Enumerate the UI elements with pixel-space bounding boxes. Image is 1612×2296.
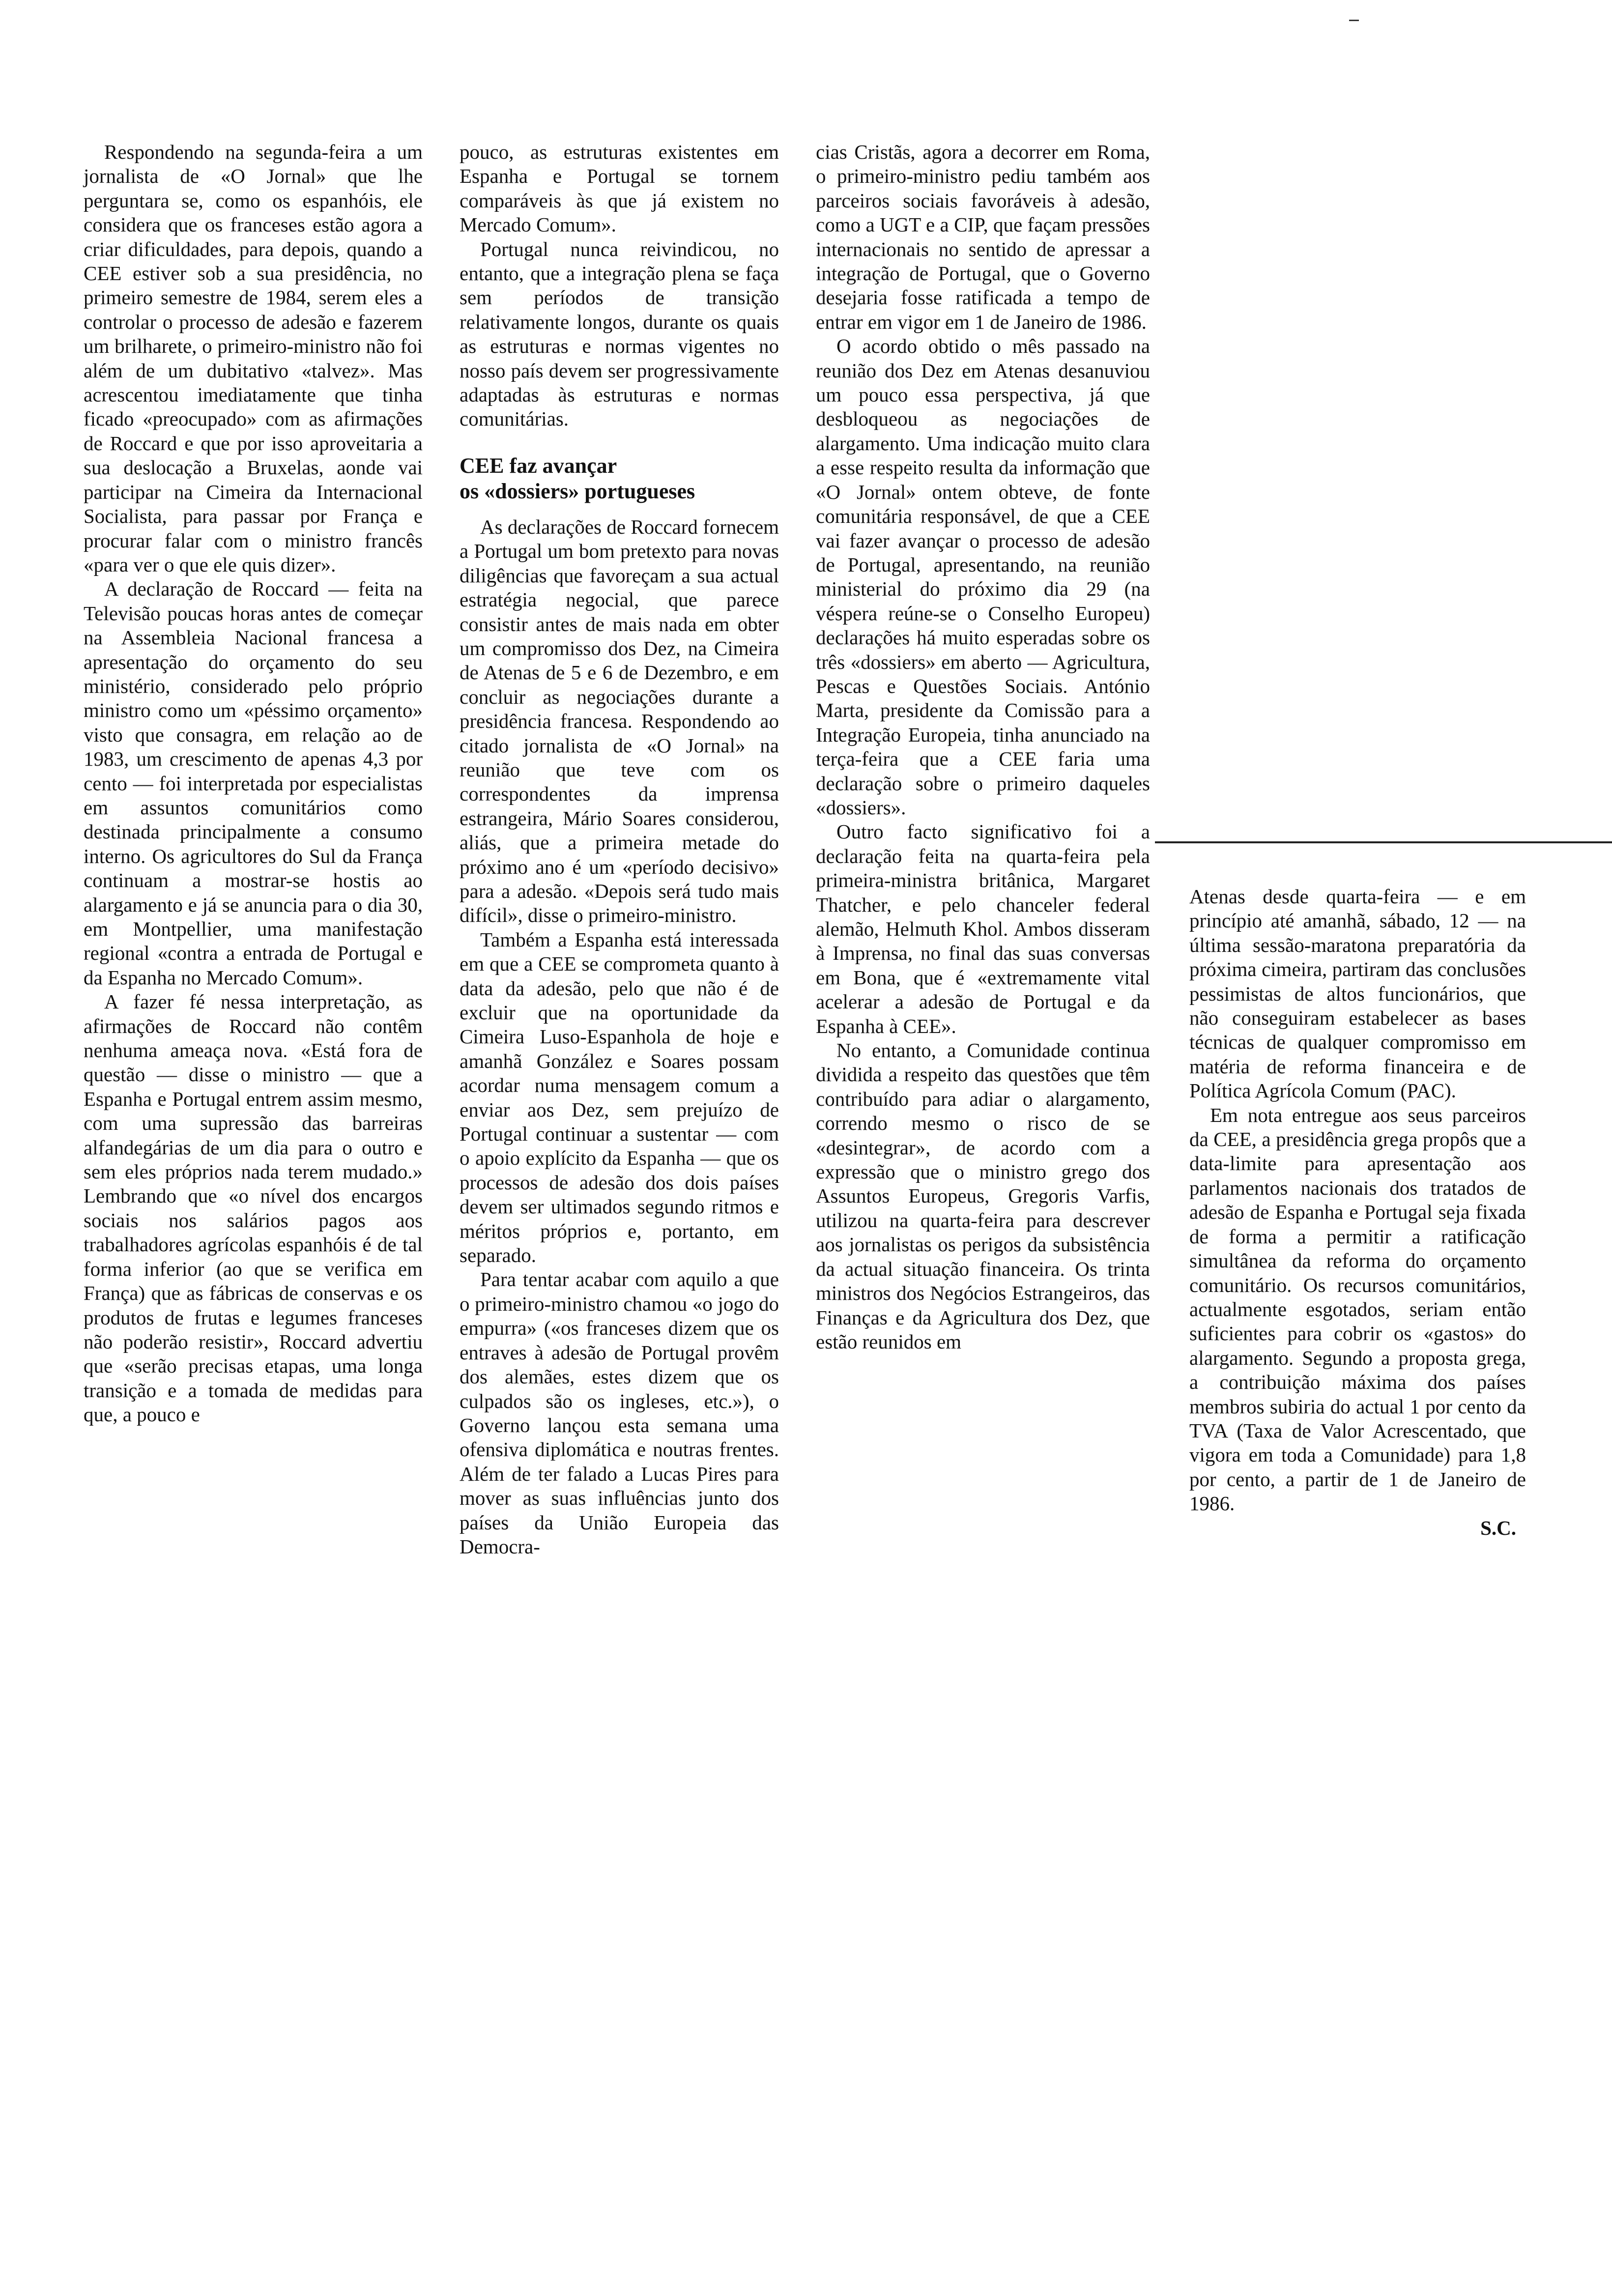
page-corner-mark: [1349, 20, 1359, 21]
article-paragraph: Respondendo na segunda-feira a um jornalista de «O Jornal» que lhe perguntara se, como os espanhóis, ele considera que os franceses estão agora a criar dificuldades, para depois, quando a CEE estiver sob a sua presidência, no primeiro semestre de 1984, serem eles a controlar o processo de adesão e fazerem um brilharete, o primeiro-ministro não foi além de um dubitativo «talvez». Mas acrescentou imediatamente que tinha ficado «preocupado» com as afirmações de Roccard e que por isso aproveitaria a sua deslocação a Bruxelas, aonde vai participar na Cimeira da Internacional Socialista, para passar por França e procurar falar com o ministro francês «para ver o que ele quis dizer».: [84, 141, 423, 576]
article-paragraph: Outro facto significativo foi a declaração feita na quarta-feira pela primeira-ministra britânica, Margaret Thatcher, e pelo chanceler federal alemão, Helmuth Khol. Ambos disseram à Imprensa, no final das suas conversas em Bona, que é «extremamente vital acelerar a adesão de Portugal e da Espanha à CEE».: [816, 820, 1150, 1037]
article-paragraph: Também a Espanha está interessada em que a CEE se comprometa quanto à data da adesão, pelo que não é de excluir que na oportunidade da Cimeira Luso-Espanhola de hoje e amanhã González e Soares possam acordar numa mensagem comum a enviar aos Dez, sem prejuízo de Portugal continuar a sustentar — com o apoio explícito da Espanha — que os processos de adesão dos dois países devem ser ultimados segundo ritmos e méritos próprios e, portanto, em separado.: [460, 928, 779, 1267]
article-paragraph: cias Cristãs, agora a decorrer em Roma, o primeiro-ministro pediu também aos parceiros sociais favoráveis à adesão, como a UGT e a CIP, que façam pressões internacionais no sentido de apressar a integração de Portugal, que o Governo desejaria fosse ratificada a tempo de entrar em vigor em 1 de Janeiro de 1986.: [816, 141, 1150, 333]
subheading-line-2: os «dossiers» portugueses: [460, 479, 695, 503]
article-paragraph: As declarações de Roccard fornecem a Portugal um bom pretexto para novas diligências que favoreçam a sua actual estratégia negocial, que parece consistir antes de mais nada em obter um compromisso dos Dez, na Cimeira de Atenas de 5 e 6 de Dezembro, e em concluir as negociações durante a presidência francesa. Respondendo ao citado jornalista de «O Jornal» na reunião que teve com os correspondentes da imprensa estrangeira, Mário Soares considerou, aliás, que a primeira metade do próximo ano é um «período decisivo» para a adesão. «Depois será tudo mais difícil», disse o primeiro-ministro.: [460, 515, 779, 927]
article-paragraph: O acordo obtido o mês passado na reunião dos Dez em Atenas desanuviou um pouco essa perspectiva, já que desbloqueou as negociações de alargamento. Uma indicação muito clara a esse respeito resulta da informação que «O Jornal» ontem obteve, de fonte comunitária responsável, de que a CEE vai fazer avançar o processo de adesão de Portugal, apresentando, na reunião ministerial do próximo dia 29 (na véspera reúne-se o Conselho Europeu) declarações há muito esperadas sobre os três «dossiers» em aberto — Agricultura, Pescas e Questões Sociais. António Marta, presidente da Comissão para a Integração Europeia, tinha anunciado na terça-feira que a CEE faria uma declaração sobre o primeiro daqueles «dossiers».: [816, 335, 1150, 819]
article-paragraph: A fazer fé nessa interpretação, as afirmações de Roccard não contêm nenhuma ameaça nova. «Está fora de questão — disse o ministro — que a Espanha e Portugal entrem assim mesmo, com uma supressão das barreiras alfandegárias de um dia para o outro e sem eles próprios nada terem mudado.» Lembrando que «o nível dos encargos sociais nos salários pagos aos trabalhadores agrícolas espanhóis é de tal forma inferior (ao que se verifica em França) que as fábricas de conservas e os produtos de frutas e legumes franceses não poderão resistir», Roccard advertiu que «serão precisas etapas, uma longa transição e a tomada de medidas para que, a pouco e: [84, 990, 423, 1426]
article-paragraph: Para tentar acabar com aquilo a que o primeiro-ministro chamou «o jogo do empurra» («os franceses dizem que os entraves à adesão de Portugal provêm dos alemães, estes dizem que os culpados são os ingleses, etc.»), o Governo lançou esta semana uma ofensiva diplomática e noutras frentes. Além de ter falado a Lucas Pires para mover as suas influências junto dos países da União Europeia das Democra-: [460, 1268, 779, 1558]
subheading-line-1: CEE faz avançar: [460, 453, 617, 478]
author-signature: S.C.: [1480, 1516, 1516, 1539]
article-column-1: [84, 140, 423, 1427]
article-column-4: [1189, 885, 1526, 1540]
article-paragraph: Atenas desde quarta-feira — e em princípio até amanhã, sábado, 12 — na última sessão-maratona preparatória da próxima cimeira, partiram das conclusões pessimistas de altos funcionários, que não conseguiram estabelecer as bases técnicas de qualquer compromisso em matéria de reforma financeira e de Política Agrícola Comum (PAC).: [1189, 885, 1526, 1102]
article-paragraph: Em nota entregue aos seus parceiros da CEE, a presidência grega propôs que a data-limite para apresentação aos parlamentos nacionais dos tratados de adesão de Espanha e Portugal seja fixada de forma a permitir a ratificação simultânea da reforma do orçamento comunitário. Os recursos comunitários, actualmente esgotados, seriam então suficientes para cobrir os «gastos» do alargamento. Segundo a proposta grega, a contribuição máxima dos países membros subiria do actual 1 por cento da TVA (Taxa de Valor Acrescentado, que vigora em toda a Comunidade) para 1,8 por cento, a partir de 1 de Janeiro de 1986.: [1189, 1103, 1526, 1515]
article-paragraph: Portugal nunca reivindicou, no entanto, que a integração plena se faça sem períodos de transição relativamente longos, durante os quais as estruturas e normas vigentes no nosso país devem ser progressivamente adaptadas às estruturas e normas comunitárias.: [460, 237, 779, 430]
article-paragraph: No entanto, a Comunidade continua dividida a respeito das questões que têm contribuído para adiar o alargamento, correndo mesmo o risco de se «desintegrar», de acordo com a expressão que o ministro grego dos Assuntos Europeus, Gregoris Varfis, utilizou na quarta-feira para descrever aos jornalistas os perigos da subsistência da actual situação financeira. Os trinta ministros dos Negócios Estrangeiros, das Finanças e da Agricultura dos Dez, que estão reunidos em: [816, 1039, 1150, 1353]
article-column-2: [460, 140, 779, 1559]
column-divider-rule: [1155, 841, 1612, 843]
article-column-3: [816, 140, 1150, 1354]
article-paragraph: A declaração de Roccard — feita na Televisão poucas horas antes de começar na Assembleia Nacional francesa a apresentação do orçamento do seu ministério, considerado pelo próprio ministro como um «péssimo orçamento» visto que consagra, em relação ao de 1983, um crescimento de apenas 4,3 por cento — foi interpretada por especialistas em assuntos comunitários como destinada principalmente a consumo interno. Os agricultores do Sul da França continuam a mostrar-se hostis ao alargamento e já se anuncia para o dia 30, em Montpellier, uma manifestação regional «contra a entrada de Portugal e da Espanha no Mercado Comum».: [84, 577, 423, 989]
section-subheading: [460, 453, 779, 504]
article-paragraph: pouco, as estruturas existentes em Espanha e Portugal se tornem comparáveis às que já existem no Mercado Comum».: [460, 141, 779, 236]
